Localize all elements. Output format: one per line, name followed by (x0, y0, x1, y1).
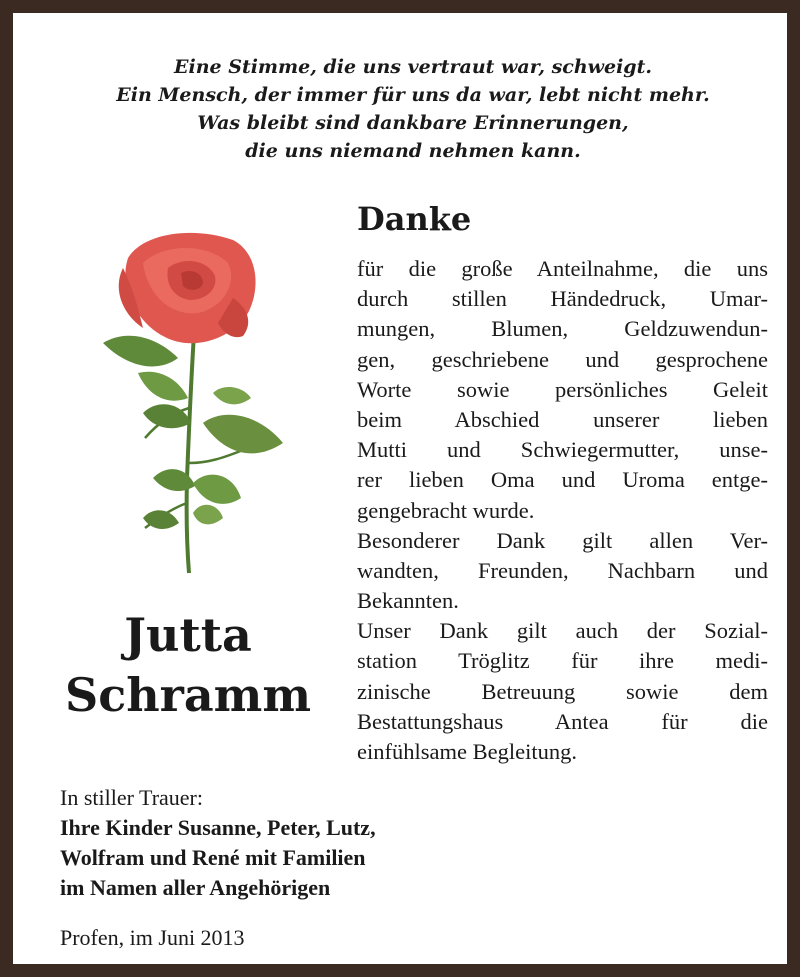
thanks-line: gen, geschriebene und gesprochene (357, 346, 768, 372)
mourners-line: Ihre Kinder Susanne, Peter, Lutz, (60, 815, 376, 840)
thanks-line: mungen, Blumen, Geldzuwendun- (357, 316, 768, 342)
mourners-line: im Namen aller Angehörigen (60, 875, 331, 900)
deceased-name (43, 605, 333, 725)
thanks-line: beim Abschied unserer lieben (357, 406, 768, 432)
thanks-line: station Tröglitz für ihre medi- (357, 648, 768, 674)
thanks-line: durch stillen Händedruck, Umar- (357, 286, 768, 312)
thanks-line: Besonderer Dank gilt allen Ver- (357, 527, 768, 553)
last-name: Schramm (64, 668, 312, 722)
thanks-heading: Danke (357, 200, 472, 238)
poem-line: Ein Mensch, der immer für uns da war, lebt nicht mehr. (116, 84, 710, 106)
thanks-line: gengebracht wurde. (357, 497, 535, 523)
red-rose-icon (83, 228, 303, 578)
poem-line: Eine Stimme, die uns vertraut war, schweigt. (174, 56, 652, 78)
thanks-text (357, 254, 768, 767)
thanks-line: Mutti und Schwiegermutter, unse- (357, 437, 768, 463)
thanks-line: Bekannten. (357, 588, 459, 614)
first-name: Jutta (124, 608, 252, 662)
thanks-line: Unser Dank gilt auch der Sozial- (357, 618, 768, 644)
mourners-block (60, 783, 376, 903)
mourners-intro: In stiller Trauer: (60, 785, 203, 810)
thanks-line: rer lieben Oma und Uroma entge- (357, 467, 768, 493)
poem-line: Was bleibt sind dankbare Erinnerungen, (197, 112, 629, 134)
thanks-line: einfühlsame Begleitung. (357, 739, 577, 764)
thanks-line: für die große Anteilnahme, die uns (357, 256, 768, 281)
thanks-line: Bestattungshaus Antea für die (357, 708, 768, 734)
thanks-line: Worte sowie persönliches Geleit (357, 376, 768, 402)
poem-line: die uns niemand nehmen kann. (245, 140, 581, 162)
thanks-line: zinische Betreuung sowie dem (357, 678, 768, 704)
memorial-poem (26, 53, 800, 165)
mourners-line: Wolfram und René mit Familien (60, 845, 366, 870)
place-date: Profen, im Juni 2013 (60, 925, 245, 950)
thanks-line: wandten, Freunden, Nachbarn und (357, 557, 768, 583)
